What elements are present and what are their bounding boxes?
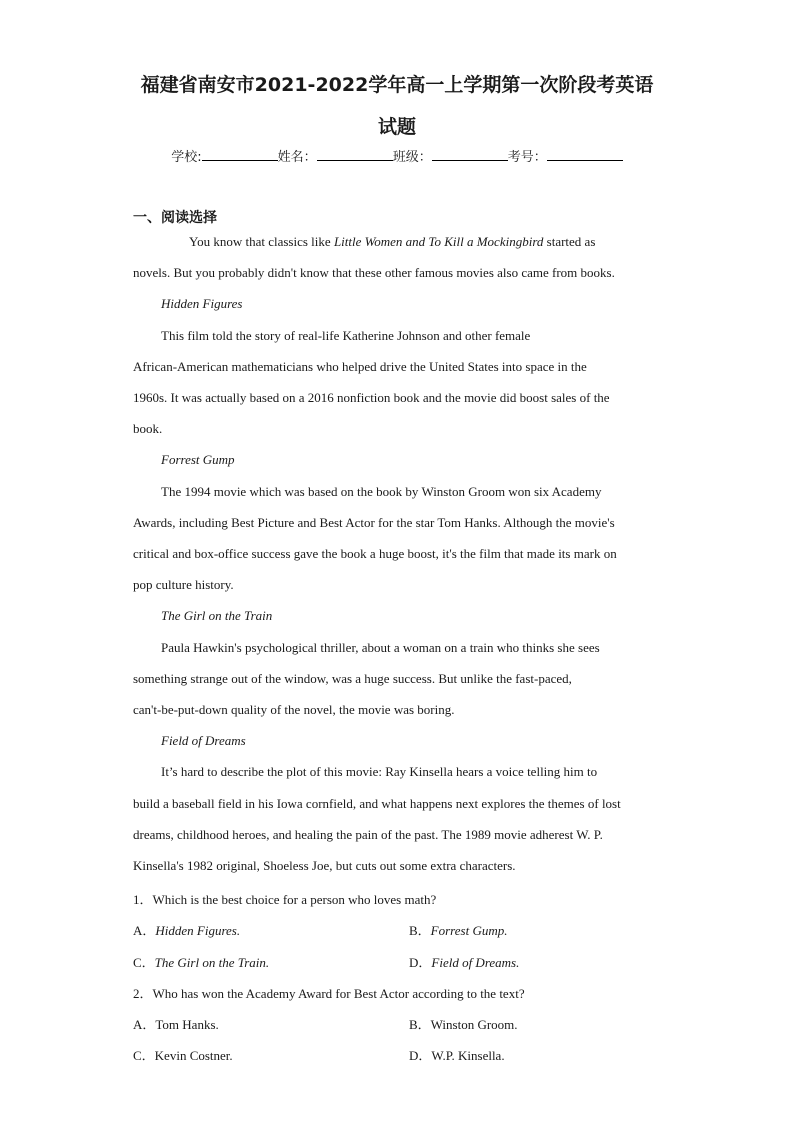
option-text: Field of Dreams. <box>431 955 520 970</box>
intro-line-2: novels. But you probably didn't know that these other famous movies also came from books. <box>133 265 615 280</box>
question-1-option-c[interactable] <box>133 952 269 971</box>
option-letter: D． <box>409 955 432 970</box>
subheading-hidden-figures: Hidden Figures <box>161 296 243 311</box>
subheading-girl-on-the-train: The Girl on the Train <box>161 608 273 623</box>
paragraph-line: something strange out of the window, was a huge success. But unlike the fast-paced, <box>133 671 572 686</box>
name-blank[interactable] <box>317 146 393 161</box>
subheading-forrest-gump: Forrest Gump <box>161 452 235 467</box>
paragraph-line: pop culture history. <box>133 577 234 592</box>
paragraph-line: dreams, childhood heroes, and healing the pain of the past. The 1989 movie adherest W. P. <box>133 827 603 842</box>
question-1-option-b[interactable] <box>409 920 507 939</box>
student-info-row <box>0 146 794 165</box>
paragraph-line: build a baseball field in his Iowa cornfield, and what happens next explores the themes of lost <box>133 796 621 811</box>
option-text: W.P. Kinsella. <box>431 1048 505 1063</box>
paragraph-line: can't-be-put-down quality of the novel, the movie was boring. <box>133 702 455 717</box>
class-label: 班级： <box>392 150 432 165</box>
intro-text-end: started as <box>543 234 596 249</box>
question-1-option-d[interactable] <box>409 952 519 971</box>
paragraph-line: 1960s. It was actually based on a 2016 nonfiction book and the movie did boost sales of the <box>133 390 610 405</box>
intro-text: You know that classics like <box>189 234 334 249</box>
question-1-option-a[interactable] <box>133 920 240 939</box>
option-letter: D． <box>409 1048 432 1063</box>
paragraph-line: Paula Hawkin's psychological thriller, about a woman on a train who thinks she sees <box>161 640 600 655</box>
question-1-stem: 1．Which is the best choice for a person who loves math? <box>133 892 437 907</box>
school-label: 学校: <box>171 150 202 165</box>
document-title-line-1: 福建省南安市2021-2022学年高一上学期第一次阶段考英语 <box>140 74 654 96</box>
intro-book-titles: Little Women and To Kill a Mockingbird <box>333 234 544 249</box>
paragraph-line: It’s hard to describe the plot of this movie: Ray Kinsella hears a voice telling him to <box>161 764 598 779</box>
name-label: 姓名： <box>277 150 317 165</box>
exam-number-label: 考号： <box>507 150 547 165</box>
intro-line-1 <box>189 234 595 250</box>
paragraph-line: book. <box>133 421 163 436</box>
school-blank[interactable] <box>202 146 278 161</box>
paragraph-line: Awards, including Best Picture and Best Actor for the star Tom Hanks. Although the movie's <box>133 515 615 530</box>
option-text: Winston Groom. <box>430 1017 518 1032</box>
paragraph-line: critical and box-office success gave the book a huge boost, it's the film that made its mark on <box>133 546 617 561</box>
paragraph-line: African-American mathematicians who helped drive the United States into space in the <box>133 359 587 374</box>
option-letter: A． <box>133 1017 156 1032</box>
question-2-option-c[interactable] <box>133 1045 233 1064</box>
section-heading: 一、阅读选择 <box>133 210 217 226</box>
question-2-option-b[interactable] <box>409 1014 518 1033</box>
option-text: Hidden Figures. <box>155 923 241 938</box>
class-blank[interactable] <box>432 146 508 161</box>
paragraph-line: Kinsella's 1982 original, Shoeless Joe, but cuts out some extra characters. <box>133 858 516 873</box>
subheading-field-of-dreams: Field of Dreams <box>161 733 246 748</box>
paragraph-line: This film told the story of real-life Katherine Johnson and other female <box>161 328 531 343</box>
option-text: Kevin Costner. <box>154 1048 233 1063</box>
option-letter: A． <box>133 923 156 938</box>
question-2-stem: 2．Who has won the Academy Award for Best Actor according to the text? <box>133 986 525 1001</box>
option-letter: B． <box>409 1017 431 1032</box>
question-2-option-a[interactable] <box>133 1014 219 1033</box>
option-text: The Girl on the Train. <box>154 955 270 970</box>
question-2-option-d[interactable] <box>409 1045 505 1064</box>
exam-number-blank[interactable] <box>547 146 623 161</box>
option-text: Tom Hanks. <box>155 1017 219 1032</box>
paragraph-line: The 1994 movie which was based on the book by Winston Groom won six Academy <box>161 484 602 499</box>
option-letter: C． <box>133 1048 155 1063</box>
document-title-line-2: 试题 <box>377 116 416 138</box>
option-text: Forrest Gump. <box>430 923 508 938</box>
option-letter: C． <box>133 955 155 970</box>
option-letter: B． <box>409 923 431 938</box>
